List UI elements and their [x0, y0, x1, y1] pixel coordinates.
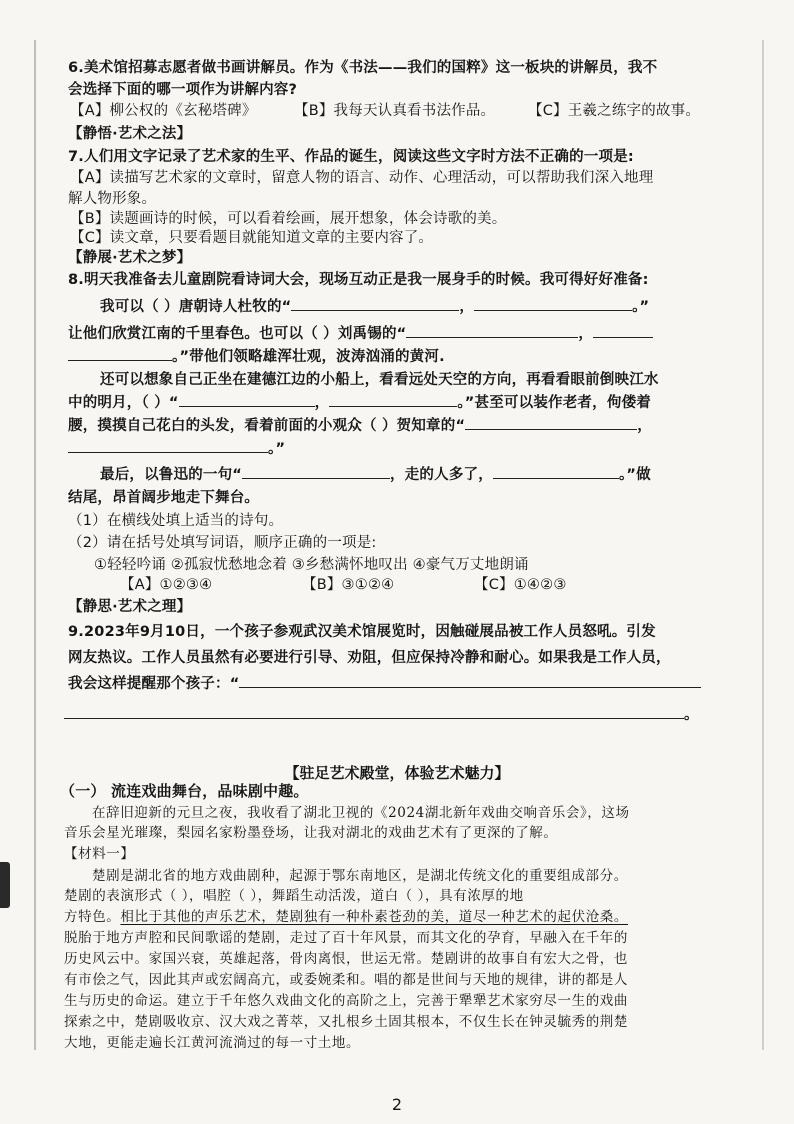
q8-sub2: （2）请在括号处填写词语，顺序正确的一项是: — [68, 535, 377, 551]
blank-liuyuxi-2a[interactable] — [593, 323, 653, 338]
page-number: 2 — [391, 1095, 403, 1114]
blank-luxun-2[interactable] — [493, 464, 619, 479]
material-one-line: 大地，更能走遍长江黄河流淌过的每一寸土地。 — [64, 1035, 361, 1051]
material-one-label: 【材料一】 — [64, 846, 135, 862]
material-one-line: 探索之中，楚剧吸收京、汉大戏之菁萃，又扎根乡土固其根本，不仅生长在钟灵毓秀的荆楚 — [64, 1014, 628, 1030]
q7-option-b: 【B】读题画诗的时候，可以看着绘画，展开想象，体会诗歌的美。 — [70, 211, 507, 227]
blank-hezhizhang-2[interactable] — [68, 438, 268, 453]
q6-stem-line1: 6.美术馆招募志愿者做书画讲解员。作为《书法——我们的国粹》这一板块的讲解员，我不 — [68, 60, 658, 76]
q9-answer-line2 — [64, 704, 699, 725]
comma: ， — [578, 326, 594, 342]
q8-option-b: 【B】③①②④ — [302, 577, 395, 593]
material-one-line: 楚剧的表演形式（ ），唱腔（ ），舞蹈生动活泼，道白（ ），具有浓厚的地 — [64, 888, 524, 904]
material-one-line-with-underline — [64, 907, 628, 927]
q8-para6 — [68, 415, 652, 436]
quote-end: 。” — [268, 441, 286, 457]
scan-edge-left — [34, 40, 36, 1050]
q8-para9: 结尾，昂首阔步地走下舞台。 — [68, 490, 260, 506]
blank-liuyuxi-1[interactable] — [406, 323, 578, 338]
q8-option-c: 【C】①④②③ — [474, 577, 567, 593]
q9-line1: 9.2023年9月10日，一个孩子参观武汉美术馆展览时，因触碰展品被工作人员怒吼。引发 — [68, 624, 656, 640]
q8-para6-text: 腰，摸摸自己花白的头发，看着前面的小观众（ ）贺知章的“ — [68, 418, 466, 434]
blank-hezhizhang-1[interactable] — [465, 415, 637, 430]
q8-para5 — [68, 392, 651, 413]
blank-luxun-1[interactable] — [242, 464, 390, 479]
material-one-line: 脱胎于地方声腔和民间歌谣的楚剧，走过了百十年风景，而其文化的孕育，早融入在千年的 — [64, 930, 628, 946]
q8-option-a: 【A】①②③④ — [120, 577, 213, 593]
q7-option-c: 【C】读文章，只要看题目就能知道文章的主要内容了。 — [70, 230, 434, 246]
blank-liuyuxi-2b[interactable] — [68, 346, 172, 361]
q6-option-a: 【A】柳公权的《玄秘塔碑》 — [70, 103, 257, 119]
section-art-method: 【静悟·艺术之法】 — [68, 126, 192, 142]
q6-option-c: 【C】王羲之练字的故事。 — [528, 103, 701, 119]
q8-para8 — [100, 464, 651, 485]
q9-line3-text: 我会这样提醒那个孩子：“ — [68, 676, 240, 692]
section-art-reason: 【静思·艺术之理】 — [68, 599, 192, 615]
quote-end: 。” — [632, 299, 650, 315]
underlined-sentence: 相比于其他的声乐艺术，楚剧独有一种朴素苍劲的美，道尽一种艺术的起伏沧桑。 — [120, 909, 629, 925]
comma: ， — [314, 395, 330, 411]
q8-para4: 还可以想象自己正坐在建德江边的小船上，看看远处天空的方向，再看看眼前倒映江水 — [100, 372, 659, 388]
q8-para2-text: 让他们欣赏江南的千里春色。也可以（ ）刘禹锡的“ — [68, 326, 407, 342]
material-one-line: 方特色。 — [64, 909, 121, 925]
q8-intro: 8.明天我准备去儿童剧院看诗词大会，现场互动正是我一展身手的时候。我可得好好准备: — [68, 272, 649, 288]
q8-para2 — [68, 323, 653, 344]
comma: ， — [459, 299, 475, 315]
part1-intro-line2: 音乐会星光璀璨，梨园名家粉墨登场，让我对湖北的戏曲艺术有了更深的了解。 — [64, 825, 558, 841]
q9-line2: 网友热议。工作人员虽然有必要进行引导、劝阻，但应保持冷静和耐心。如果我是工作人员， — [68, 650, 671, 666]
material-one-line: 历史风云中。家国兴衰，英雄起落，骨肉离恨，世运无常。楚剧讲的故事自有宏大之骨，也 — [64, 951, 628, 967]
scan-edge-right — [762, 40, 764, 1050]
scan-smudge — [0, 862, 10, 908]
part1-title: （一） 流连戏曲舞台，品味剧中趣。 — [60, 782, 309, 800]
blank-q9-answer-2[interactable] — [64, 704, 684, 719]
section-title: 【驻足艺术殿堂，体验艺术魅力】 — [284, 764, 510, 782]
comma: ， — [637, 418, 652, 434]
q8-para8-mid: ，走的人多了， — [390, 467, 493, 483]
blank-dumu-2[interactable] — [474, 296, 632, 311]
q9-line3 — [68, 673, 701, 694]
q8-para3-text: 。”带他们领略雄浑壮观，波涛汹涌的黄河. — [172, 349, 445, 365]
q7-option-a-line2: 解人物形象。 — [68, 191, 157, 207]
part1-intro-line1: 在辞旧迎新的元旦之夜，我收看了湖北卫视的《2024湖北新年戏曲交响音乐会》，这场 — [92, 805, 630, 821]
q8-para1-text: 我可以（ ）唐朝诗人杜牧的“ — [100, 299, 292, 315]
q7-option-a-line1: 【A】读描写艺术家的文章时，留意人物的语言、动作、心理活动，可以帮助我们深入地理 — [70, 170, 654, 186]
q8-para8-tail: 。”做 — [618, 467, 651, 483]
q8-para3 — [68, 346, 445, 367]
section-art-dream: 【静展·艺术之梦】 — [68, 250, 192, 266]
material-one-line: 生与历史的命运。建立于千年悠久戏曲文化的高阶之上，完善于犟犟艺术家穷尽一生的戏曲 — [64, 993, 628, 1009]
blank-dumu-1[interactable] — [291, 296, 459, 311]
material-one-line: 有市侩之气，因此其声或宏阔高亢，或委婉柔和。唱的都是世间与天地的规律，讲的都是人 — [64, 972, 628, 988]
q9-end: 。 — [684, 707, 699, 723]
q8-sub1: （1）在横线处填上适当的诗句。 — [68, 513, 284, 529]
q8-para1 — [100, 296, 649, 317]
q8-word-list: ①轻轻吟诵 ②孤寂忧愁地念着 ③乡愁满怀地叹出 ④豪气万丈地朗诵 — [94, 557, 529, 573]
blank-jiande-1[interactable] — [179, 392, 315, 407]
q6-stem-line2: 会选择下面的哪一项作为讲解内容? — [68, 82, 298, 98]
q8-para7 — [68, 438, 285, 459]
q8-para5-text: 中的明月，（ ）“ — [68, 395, 179, 411]
q8-para5-tail: 。”甚至可以装作老者，佝偻着 — [457, 395, 651, 411]
blank-jiande-2[interactable] — [329, 392, 457, 407]
blank-q9-answer-1[interactable] — [239, 673, 701, 688]
q8-para8-text: 最后，以鲁迅的一句“ — [100, 467, 243, 483]
q7-stem: 7.人们用文字记录了艺术家的生平、作品的诞生，阅读这些文字时方法不正确的一项是: — [68, 149, 634, 165]
q6-option-b: 【B】我每天认真看书法作品。 — [294, 103, 496, 119]
material-one-line: 楚剧是湖北省的地方戏曲剧种，起源于鄂东南地区，是湖北传统文化的重要组成部分。 — [92, 868, 628, 884]
